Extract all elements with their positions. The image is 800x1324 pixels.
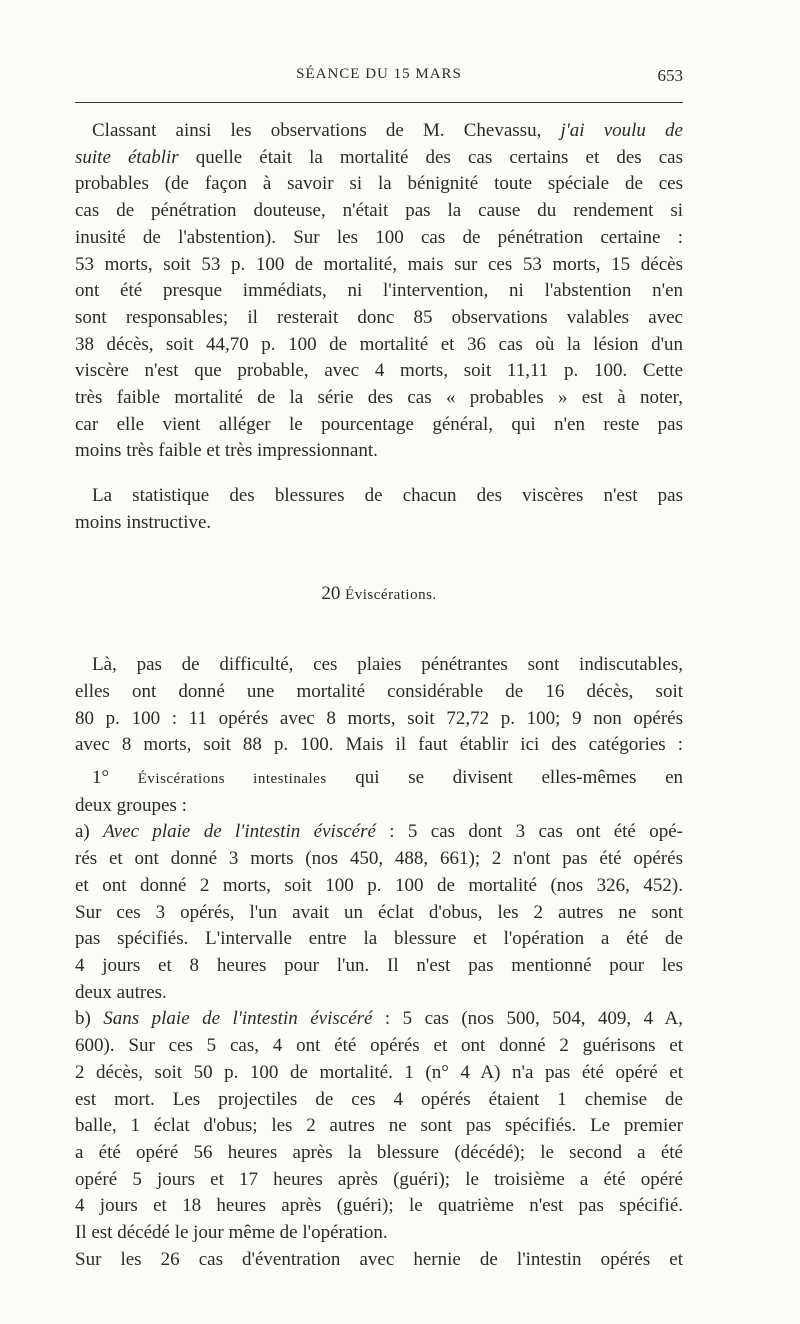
paragraph-3 <box>75 652 683 759</box>
text-line: 80 p. 100 : 11 opérés avec 8 morts, soit 72,72 p. 100; 9 non opérés <box>75 707 683 729</box>
text-line: Sur les 26 cas d'éventration avec hernie de l'intestin opérés et <box>75 1248 683 1270</box>
text-line: 4 jours et 8 heures pour l'un. Il n'est pas mentionné pour les <box>75 954 683 976</box>
text-line: b) Sans plaie de l'intestin éviscéré : 5 cas (nos 500, 504, 409, 4 A, <box>75 1008 684 1030</box>
running-head <box>75 66 683 90</box>
text-line: 600). Sur ces 5 cas, 4 ont été opérés et ont donné 2 guérisons et <box>75 1035 683 1057</box>
text-line: viscère n'est que probable, avec 4 morts, soit 11,11 p. 100. Cette <box>75 360 683 382</box>
text-line: moins très faible et très impressionnant. <box>75 440 378 462</box>
text-line: très faible mortalité de la série des cas « probables » est à noter, <box>75 387 683 409</box>
text-line: 1° Éviscérations intestinales qui se divisent elles-mêmes en <box>92 767 683 789</box>
paragraph-4 <box>75 765 683 819</box>
text-line: opéré 5 jours et 17 heures après (guéri); le troisième a été opéré <box>75 1168 683 1190</box>
paragraph-7 <box>75 1247 683 1274</box>
running-title: SÉANCE DU 15 MARS <box>296 66 462 82</box>
text-line: Classant ainsi les observations de M. Chevassu, j'ai voulu de <box>92 120 683 141</box>
text-line: deux groupes : <box>75 794 187 816</box>
text-line: a) Avec plaie de l'intestin éviscéré : 5 cas dont 3 cas ont été opé- <box>75 821 683 843</box>
text-line: rés et ont donné 3 morts (nos 450, 488, 661); 2 n'ont pas été opérés <box>75 848 683 870</box>
text-line: 2 décès, soit 50 p. 100 de mortalité. 1 (n° 4 A) n'a pas été opéré et <box>75 1061 683 1083</box>
text-line: ont été presque immédiats, ni l'intervention, ni l'abstention n'en <box>75 280 683 302</box>
body-text <box>75 118 683 1273</box>
text-line: pas spécifiés. L'intervalle entre la blessure et l'opération a été de <box>75 928 683 950</box>
text-line: sont responsables; il resterait donc 85 observations valables avec <box>75 306 683 328</box>
paragraph-6 <box>75 1006 683 1246</box>
text-line: Il est décédé le jour même de l'opération. <box>75 1222 388 1244</box>
text-line: elles ont donné une mortalité considérable de 16 décès, soit <box>75 680 683 702</box>
text-line: deux autres. <box>75 981 167 1003</box>
text-line: 53 morts, soit 53 p. 100 de mortalité, mais sur ces 53 morts, 15 décès <box>75 253 683 275</box>
paragraph-5 <box>75 819 683 1006</box>
text-line: moins instructive. <box>75 511 212 533</box>
text-line: suite établir quelle était la mortalité des cas certains et des cas <box>75 146 683 168</box>
text-line: cas de pénétration douteuse, n'était pas la cause du rendement si <box>75 200 683 222</box>
text-line: 38 décès, soit 44,70 p. 100 de mortalité et 36 cas où la lésion d'un <box>75 333 683 355</box>
spacer <box>75 537 683 581</box>
text-line: a été opéré 56 heures après la blessure (décédé); le second a été <box>75 1141 683 1163</box>
text-line: Sur ces 3 opérés, l'un avait un éclat d'obus, les 2 autres ne sont <box>75 901 683 923</box>
paragraph-2 <box>75 483 683 536</box>
text-line: Là, pas de difficulté, ces plaies pénétrantes sont indiscutables, <box>92 654 683 676</box>
text-line: avec 8 morts, soit 88 p. 100. Mais il faut établir ici des catégories : <box>75 734 683 756</box>
text-line: et ont donné 2 morts, soit 100 p. 100 de mortalité (nos 326, 452). <box>75 874 683 896</box>
spacer <box>75 465 683 483</box>
text-line: probables (de façon à savoir si la bénignité toute spéciale de ces <box>75 173 683 195</box>
text-line: car elle vient alléger le pourcentage général, qui n'en reste pas <box>75 413 683 435</box>
text-line: 4 jours et 18 heures après (guéri); le quatrième n'est pas spécifié. <box>75 1195 683 1217</box>
text-line: La statistique des blessures de chacun des viscères n'est pas <box>92 485 683 507</box>
section-heading <box>75 581 683 609</box>
page-number: 653 <box>657 66 683 85</box>
paragraph-1 <box>75 118 683 465</box>
text-line: balle, 1 éclat d'obus; les 2 autres ne sont pas spécifiés. Le premier <box>75 1115 683 1137</box>
header-rule <box>75 102 683 103</box>
spacer <box>75 608 683 652</box>
section-number: 20 <box>321 582 346 604</box>
text-line: est mort. Les projectiles de ces 4 opérés étaient 1 chemise de <box>75 1088 683 1110</box>
section-title: Éviscérations. <box>345 586 437 603</box>
text-line: inusité de l'abstention). Sur les 100 cas de pénétration certaine : <box>75 226 683 248</box>
